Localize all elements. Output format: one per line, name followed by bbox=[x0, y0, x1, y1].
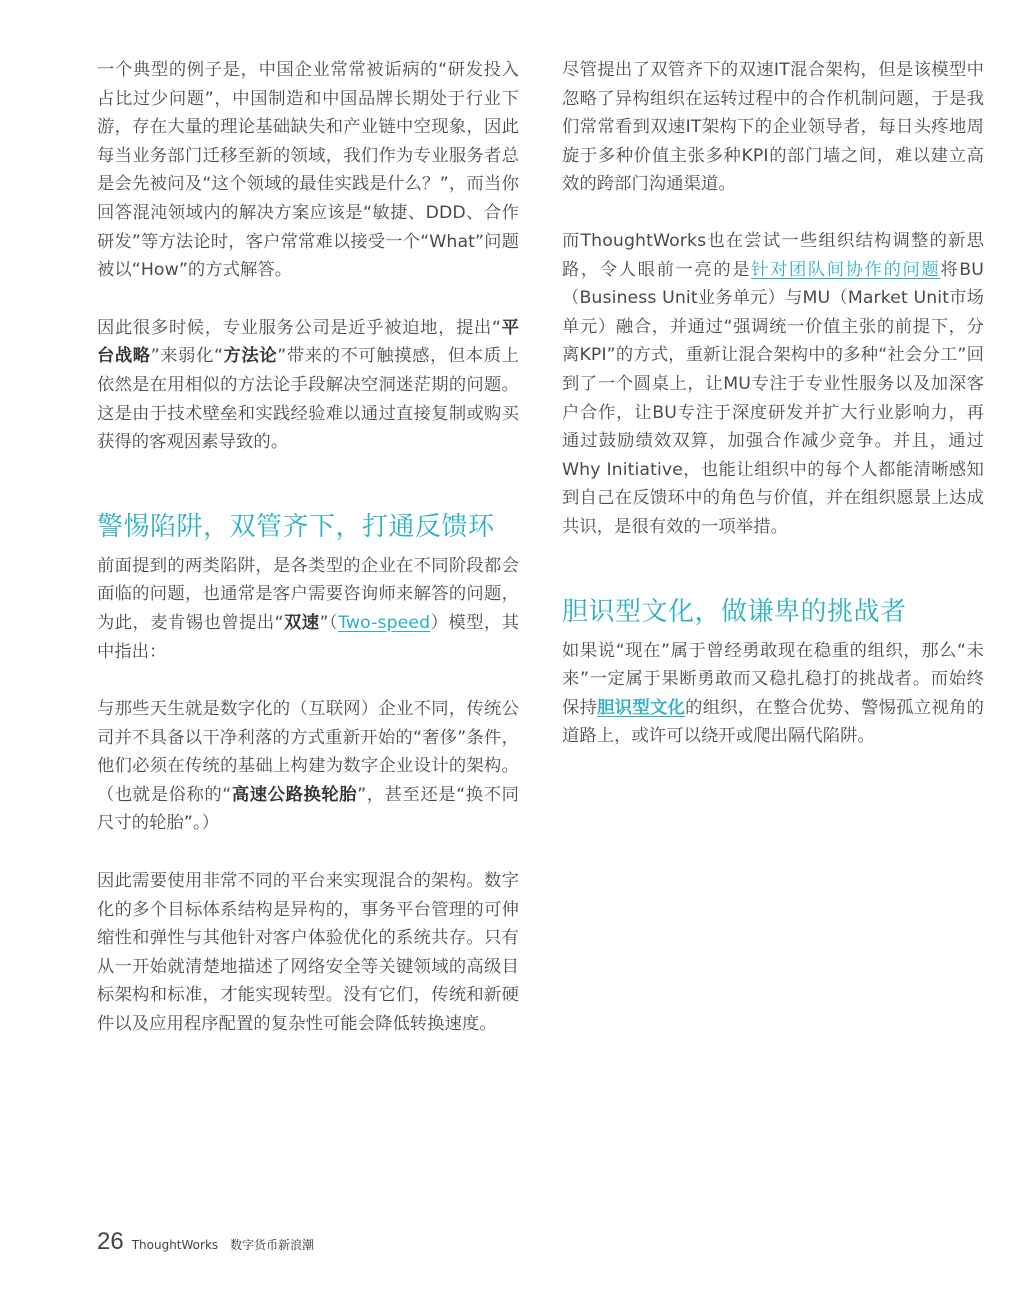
bold-term: 方法论 bbox=[223, 346, 278, 367]
brand-name: ThoughtWorks bbox=[131, 1238, 219, 1252]
paragraph-text: 一个典型的例子是，中国企业常常被诟病的“研发投入占比过少问题”，中国制造和中国品牌长期处于行业下游，存在大量的理论基础缺失和产业链中空现象，因此每当业务部门迁移至新的领域，我们作为专业服务者总是会先被问及“这个领域的最佳实践是什么？”，而当你回答混沌领域内的解决方案应该是“敏捷、DDD、合作研发”等方法论时，客户常常难以接受一个“What”问题被以“How”的方式解答。 bbox=[97, 60, 519, 281]
courage-culture-link[interactable]: 胆识型文化 bbox=[597, 697, 686, 718]
paragraph bbox=[97, 867, 519, 1039]
section-heading: 胆识型文化，做谦卑的挑战者 bbox=[562, 596, 907, 627]
paragraph-text: ”带来的不可触摸感，但本质上依然是在用相似的方法论手段解决空洞迷茫期的问题。这是由于技术壁垒和实践经验难以通过直接复制或购买获得的客观因素导致的。 bbox=[97, 346, 519, 453]
paragraph-text: ”，甚至还是“换不同尺寸的轮胎”。） bbox=[97, 784, 520, 834]
paragraph bbox=[97, 552, 519, 666]
left-column bbox=[97, 56, 519, 1039]
paragraph-text: 因此很多时候，专业服务公司是近乎被迫地，提出“ bbox=[97, 317, 502, 338]
paragraph-text: 将BU（Business Unit业务单元）与MU（Market Unit市场单元）融合，并通过“强调统一价值主张的前提下，分离KPI”的方式，重新让混合架构中的多种“社会分工”回到了一个圆桌上，让MU专注于专业性服务以及加深客户合作，让BU专注于深度研发并扩大行业影响力，再通过鼓励绩效双算，加强合作减少竞争。并且，通过Why Initiative，也能让组织中的每个人都能清晰感知到自己在反馈环中的角色与价值，并在组织愿景上达成共识，是很有效的一项举措。 bbox=[562, 259, 984, 537]
paragraph-text: 前面提到的两类陷阱，是各类型的企业在不同阶段都会面临的问题，也通常是客户需要咨询师来解答的问题，为此，麦肯锡也曾提出“ bbox=[97, 555, 519, 633]
paragraph bbox=[562, 56, 984, 199]
two-speed-link[interactable]: Two-speed bbox=[338, 612, 431, 633]
bold-term: 平台战略 bbox=[97, 317, 519, 367]
paragraph-text: ”（ bbox=[319, 612, 339, 633]
paragraph-text: 而ThoughtWorks也在尝试一些组织结构调整的新思路，令人眼前一亮的是 bbox=[562, 230, 984, 280]
paragraph bbox=[97, 314, 519, 457]
page-number: 26 bbox=[97, 1228, 124, 1255]
paragraph bbox=[97, 56, 519, 285]
section-heading: 警惕陷阱，双管齐下，打通反馈环 bbox=[97, 511, 495, 542]
quote-paragraph bbox=[97, 695, 519, 838]
right-column bbox=[562, 56, 984, 751]
bold-term: 双速 bbox=[283, 612, 320, 633]
paragraph-text: ）模型，其中指出： bbox=[97, 612, 519, 662]
paragraph-text: 与那些天生就是数字化的（互联网）企业不同，传统公司并不具备以干净利落的方式重新开始的“奢侈”条件，他们必须在传统的基础上构建为数字企业设计的架构。（也就是俗称的“ bbox=[97, 699, 519, 805]
paragraph-text: ”来弱化“ bbox=[150, 346, 224, 367]
paragraph-text: 如果说“现在”属于曾经勇敢现在稳重的组织，那么“未来”一定属于果断勇敢而又稳扎稳打的挑战者。而始终保持 bbox=[562, 640, 984, 718]
paragraph-text: 因此需要使用非常不同的平台来实现混合的架构。数字化的多个目标体系结构是异构的，事务平台管理的可伸缩性和弹性与其他针对客户体验优化的系统共存。只有从一开始就清楚地描述了网络安全等关键领域的高级目标架构和标准，才能实现转型。没有它们，传统和新硬件以及应用程序配置的复杂性可能会降低转换速度。 bbox=[97, 871, 519, 1035]
document-title: 数字货币新浪潮 bbox=[230, 1238, 315, 1252]
team-collaboration-link[interactable]: 针对团队间协作的问题 bbox=[751, 259, 941, 280]
paragraph bbox=[562, 637, 984, 751]
bold-term: 高速公路换轮胎 bbox=[231, 784, 358, 805]
paragraph bbox=[562, 227, 984, 542]
paragraph-text: 的组织，在整合优势、警惕孤立视角的道路上，或许可以绕开或爬出隔代陷阱。 bbox=[562, 697, 984, 747]
page-footer bbox=[97, 1228, 314, 1256]
paragraph-text: 尽管提出了双管齐下的双速IT混合架构，但是该模型中忽略了异构组织在运转过程中的合作机制问题，于是我们常常看到双速IT架构下的企业领导者，每日头疼地周旋于多种价值主张多种KPI的部门墙之间，难以建立高效的跨部门沟通渠道。 bbox=[562, 60, 984, 195]
